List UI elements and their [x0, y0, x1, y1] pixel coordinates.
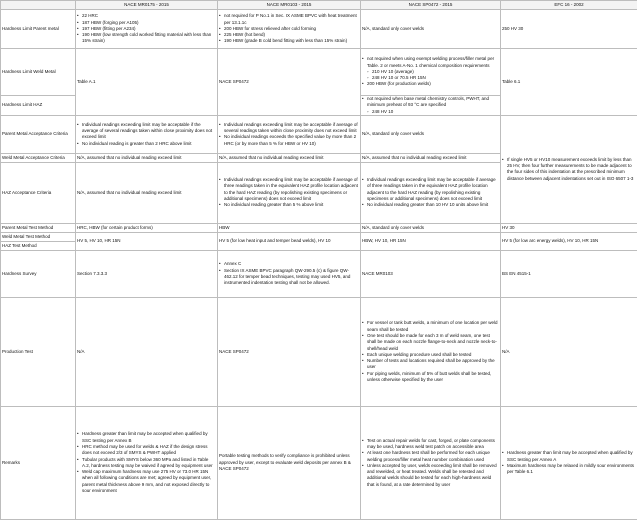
cell-list: [77, 155, 216, 161]
cell-text: N/A, assumed that no individual reading exceed limit: [77, 155, 216, 161]
cell-list: [77, 13, 216, 44]
table-cell: [361, 297, 501, 406]
bullet-item: • 225 HBW (hot bend): [219, 32, 359, 38]
cell-text: N/A, assumed that no individual reading exceed limit: [362, 155, 499, 161]
cell-list: [77, 349, 216, 355]
cell-text: NACE MR0103: [362, 271, 499, 277]
table-cell: [76, 223, 218, 232]
bullet-item: ◦ 248 HV 10: [362, 109, 499, 115]
cell-list: [502, 26, 636, 32]
table-cell: [76, 406, 218, 519]
cell-text: N/A: [77, 349, 216, 355]
bullet-item: • Maximum hardness may be relaxed in mildly sour environments per Table 6.1: [502, 463, 636, 476]
cell-text: N/A, standard only cover welds: [362, 131, 499, 137]
cell-list: [77, 225, 216, 231]
bullet-item: • At least one hardness test shall be performed for each unique welding process/filler metal heat number combination used: [362, 450, 499, 463]
row-label-hazacc: HAZ Acceptance Criteria: [1, 162, 76, 223]
table-row-survey: [1, 250, 637, 297]
table-cell: [501, 406, 637, 519]
cell-list: [362, 177, 499, 208]
bullet-item: • Individual readings exceeding limit may be acceptable if average of several readings taken within close proximity does not exceed limit: [219, 122, 359, 135]
table-cell: [76, 297, 218, 406]
cell-list: [362, 225, 499, 231]
table-cell: [218, 153, 361, 162]
cell-list: [77, 79, 216, 85]
bullet-item: • not required when using exempt welding process/filler metal per Table. 2 or meets A-No. 1 chemical composition requirements: [362, 56, 499, 69]
cell-text: N/A: [502, 349, 636, 355]
table-cell: [361, 10, 501, 49]
bullet-item: • 190 HBW (low strength cold worked fitting material with less than 15% strain): [77, 32, 216, 45]
bullet-item: • One test should be made for each 3 m of weld seam, one test shall be made on each nozzle flange-to-neck and nozzle neck-to-shell/head weld: [362, 333, 499, 352]
table-cell: [76, 10, 218, 49]
bullet-item: • Annex C: [219, 261, 359, 267]
cell-list: [219, 122, 359, 147]
bullet-item: • 22 HRC: [77, 13, 216, 19]
cell-list: [77, 190, 216, 196]
bullet-item: • No individual readings exceeds the specified value by more than 2 HRC (or by more than 5 % for HBW or HV 10): [219, 134, 359, 147]
bullet-item: • For vessel or tank butt welds, a minimum of one location per weld seam shall be tested: [362, 320, 499, 333]
bullet-item: • No individual reading is greater than 2 HRC above limit: [77, 141, 216, 147]
bullet-item: • not required when base metal chemistry controls, PWHT, and minimum preheat of 93 °C are specified: [362, 96, 499, 109]
bullet-item: • No individual reading greater than 5 % above limit: [219, 202, 359, 208]
header-corner: [1, 1, 76, 10]
cell-text: HV 30: [502, 225, 636, 231]
table-cell: [218, 250, 361, 297]
cell-list: [502, 271, 636, 277]
table-cell: [76, 232, 218, 250]
table-cell: [361, 232, 501, 250]
cell-text: HBW, HV 10, HR 15N: [362, 238, 499, 244]
bullet-item: • Each unique welding procedure used shall be tested: [362, 352, 499, 358]
cell-list: [219, 261, 359, 286]
cell-list: [362, 56, 499, 87]
cell-list: [502, 79, 636, 85]
row-label-hard-base: Hardness Limit Parent metal: [1, 10, 76, 49]
table-row-prod: [1, 297, 637, 406]
table-cell: [501, 115, 637, 223]
table-cell: [361, 115, 501, 153]
cell-text: NACE SP0472: [219, 349, 359, 355]
bullet-item: • Hardness greater than limit may be accepted when qualified by SSC testing per Annex A: [502, 450, 636, 463]
cell-text: N/A, standard only cover welds: [362, 225, 499, 231]
cell-list: [502, 450, 636, 475]
row-label-hmm: HAZ Test Method: [1, 241, 76, 250]
cell-list: [219, 225, 359, 231]
bullet-item: • Individual readings exceeding limit may be acceptable if average of three readings taken in the equivalent HAZ profile location adjacent to the hard HAZ reading (by repolishing existing specimens or additional specimens) does not exceed limit: [362, 177, 499, 202]
cell-list: [502, 238, 636, 244]
bullet-item: ◦ 210 HV 10 (average): [362, 69, 499, 75]
cell-text: Table 6.1: [502, 79, 636, 85]
cell-text: HV 5 (for low heat input and temper bead welds), HV 10: [219, 238, 359, 244]
cell-text: BS EN 4515-1: [502, 271, 636, 277]
header-nace-mr0103: NACE MR0103 - 2015: [218, 1, 361, 10]
bullet-item: • 200 HBW for stress relieved after cold forming: [219, 26, 359, 32]
cell-list: [362, 155, 499, 161]
table-cell: [501, 223, 637, 232]
row-label-survey: Hardness Survey: [1, 250, 76, 297]
table-cell: [76, 250, 218, 297]
table-cell: [218, 406, 361, 519]
row-label-wmm: Weld Metal Test Method: [1, 232, 76, 241]
table-row-wmm: [1, 232, 637, 241]
table-cell: [218, 162, 361, 223]
cell-text: NACE SP0472: [219, 79, 359, 85]
cell-list: [362, 438, 499, 488]
cell-text: HV 5 (for low arc energy welds), HV 10, HR 15N: [502, 238, 636, 244]
table-cell: [218, 297, 361, 406]
table-row-hard-weld: [1, 49, 637, 96]
bullet-item: • Unless accepted by user, welds exceeding limit shall be removed and rewelded, or heat treated. Welds shall be retested and additional welds should be tested for each high-hardness weld that is found, at a rate determined by user: [362, 463, 499, 488]
cell-list: [77, 271, 216, 277]
table-cell: [76, 115, 218, 153]
row-label-remarks: Remarks: [1, 406, 76, 519]
cell-text: N/A, standard only cover welds: [362, 26, 499, 32]
bullet-item: • For piping welds, minimum of 5% of butt welds shall be tested, unless otherwise specified by the user: [362, 371, 499, 384]
bullet-item: • Number of tests and locations required shall be approved by the user: [362, 358, 499, 371]
row-label-weldacc: Weld Metal Acceptance Criteria: [1, 153, 76, 162]
table-cell: [361, 406, 501, 519]
cell-text: Portable testing methods to verify compliance is prohibited unless approved by user, except to evaluate weld deposits per annex B & NACE SP0472: [219, 453, 359, 472]
cell-list: [219, 13, 359, 44]
table-cell: [218, 232, 361, 250]
bullet-item: • Hardness greater than limit may be accepted when qualified by SSC testing per Annex B: [77, 431, 216, 444]
table-cell: [218, 115, 361, 153]
table-row-parent: [1, 115, 637, 153]
bullet-item: ◦ 248 HV 10 or 70.5 HR 15N: [362, 75, 499, 81]
table-cell: [76, 49, 218, 116]
cell-list: [219, 155, 359, 161]
cell-text: Table A.1: [77, 79, 216, 85]
cell-text: HV 5, HV 10, HR 15N: [77, 238, 216, 244]
table-cell: [218, 10, 361, 49]
table-body: [1, 10, 637, 520]
table-cell: [361, 96, 501, 116]
bullet-item: • 187 HBW (forging per A105): [77, 20, 216, 26]
header-nace-mr0175: NACE MR0175 - 2015: [76, 1, 218, 10]
bullet-item: • If single HV5 or HV10 measurement exceeds limit by less than 25 HV, then four further measurements to be made adjacent to the four sides of this indentation at the prescribed minimum distance between adjacent indentations set out in ISO 6507 1-3: [502, 157, 636, 182]
cell-text: HRC, HBW (for certain product forms): [77, 225, 216, 231]
cell-list: [219, 79, 359, 85]
cell-text: Section 7.3.3.3: [77, 271, 216, 277]
bullet-item: • Weld cap maximum hardness may use 275 HV or 73.0 HR 15N when all following conditions are met; agreed by equipment user, parent metal thickness above 9 mm, and not exposed directly to sour environment: [77, 469, 216, 494]
bullet-item: • Individual readings exceeding limit may be acceptable if the average of several readings taken within close proximity does not exceed limit: [77, 122, 216, 141]
header-nace-sp0472: NACE SP0472 - 2015: [361, 1, 501, 10]
cell-list: [77, 238, 216, 244]
table-cell: [501, 297, 637, 406]
table-row-pmm: [1, 223, 637, 232]
table-cell: [76, 162, 218, 223]
row-label-parent: Parent Metal Acceptance Criteria: [1, 115, 76, 153]
table-cell: [76, 153, 218, 162]
cell-list: [219, 349, 359, 355]
cell-text: HBW: [219, 225, 359, 231]
row-label-hard-weld: Hardness Limit Weld Metal: [1, 49, 76, 96]
header-row: [1, 1, 637, 10]
cell-list: [502, 225, 636, 231]
cell-list: [502, 157, 636, 182]
table-cell: [501, 232, 637, 250]
cell-list: [219, 453, 359, 472]
bullet-item: • Tubular products with SMYS below 360 MPa and listed in Table A.2, hardness testing may be waived if agreed by equipment user: [77, 457, 216, 470]
row-label-pmm: Parent Metal Test Method: [1, 223, 76, 232]
cell-list: [362, 26, 499, 32]
bullet-item: • not required for P No.1 in Sec. IX ASME BPVC with heat treatment per 13.1.1c: [219, 13, 359, 26]
table-cell: [361, 223, 501, 232]
cell-text: 250 HV 30: [502, 26, 636, 32]
table-cell: [501, 49, 637, 116]
bullet-item: • 200 HBW (for production welds): [362, 81, 499, 87]
table-cell: [218, 49, 361, 116]
bullet-item: • 197 HBW (fitting per A234): [77, 26, 216, 32]
bullet-item: • HRC method may be used for welds & HAZ if the design stress does not exceed 2/3 of SMYS & PWHT applied: [77, 444, 216, 457]
table-cell: [361, 250, 501, 297]
bullet-item: • No individual reading greater than 10 HV 10 units above limit: [362, 202, 499, 208]
table-cell: [361, 49, 501, 96]
bullet-item: • Section IX ASME BPVC paragraph QW-290.5 (c) & figure QW-462.12 for temper bead techniques, testing may used HV5, and instrumented indentation testing shall not be allowed.: [219, 268, 359, 287]
bullet-item: • 190 HBW (grade B cold bend fitting with less than 15% strain): [219, 38, 359, 44]
cell-list: [219, 177, 359, 208]
cell-list: [362, 271, 499, 277]
table-cell: [501, 10, 637, 49]
cell-list: [362, 131, 499, 137]
table-cell: [218, 223, 361, 232]
table-cell: [361, 153, 501, 162]
bullet-item: • Test on actual repair welds for cast, forged, or plate components may be used, hardness weld test patch on accessible area: [362, 438, 499, 451]
cell-list: [219, 238, 359, 244]
cell-list: [362, 320, 499, 383]
table-cell: [501, 250, 637, 297]
row-label-prod: Production Test: [1, 297, 76, 406]
cell-list: [502, 349, 636, 355]
table-row-hard-base: [1, 10, 637, 49]
table-row-remarks: [1, 406, 637, 519]
cell-list: [77, 122, 216, 147]
cell-text: N/A, assumed that no individual reading exceed limit: [219, 155, 359, 161]
cell-list: [362, 96, 499, 115]
row-label-hard-haz: Hardness Limit HAZ: [1, 96, 76, 116]
cell-list: [362, 238, 499, 244]
bullet-item: • Individual readings exceeding limit may be acceptable if average of three readings taken in the equivalent HAZ profile location adjacent to the hard HAZ reading (by repolishing existing specimens or additional specimens) does not exceed limit: [219, 177, 359, 202]
cell-text: N/A, assumed that no individual reading exceed limit: [77, 190, 216, 196]
table-cell: [361, 162, 501, 223]
header-efc-16: EFC 16 - 2002: [501, 1, 637, 10]
